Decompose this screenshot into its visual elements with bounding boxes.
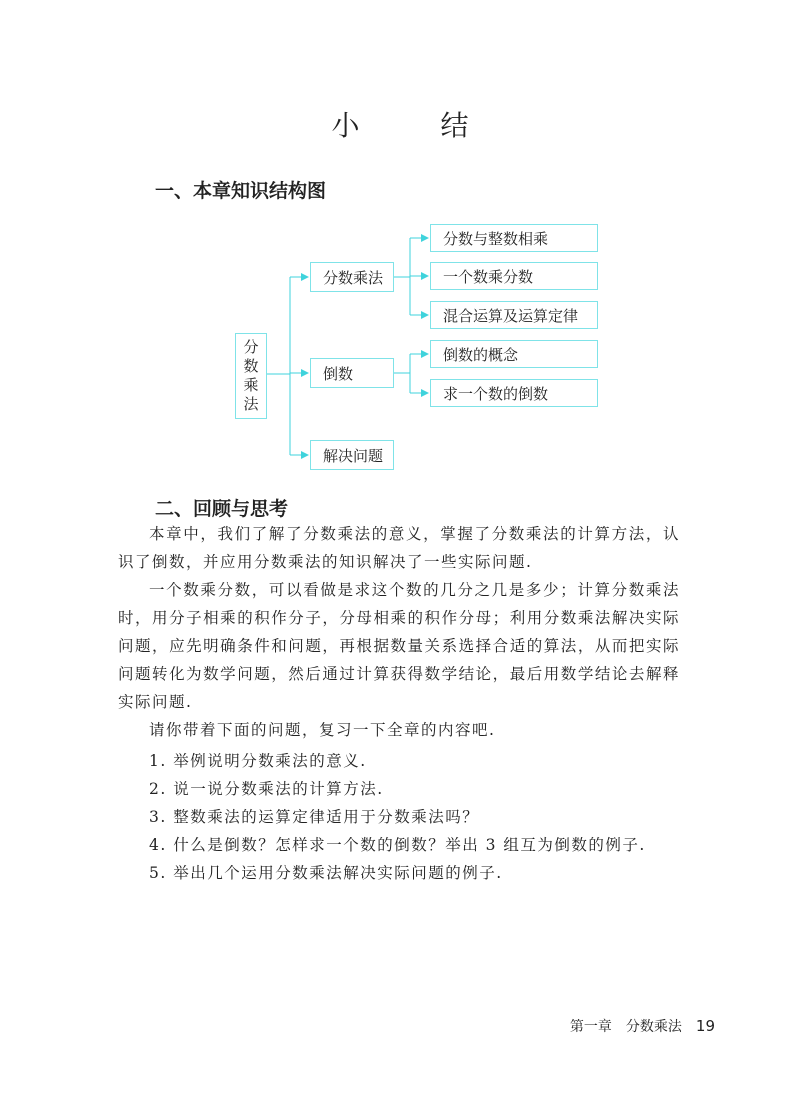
root-char: 数 bbox=[243, 357, 259, 375]
review-question: 4. 什么是倒数？怎样求一个数的倒数？举出 3 组互为倒数的例子. bbox=[149, 836, 646, 854]
page-footer bbox=[570, 1016, 715, 1036]
diagram-leaf-number-times-fraction: 一个数乘分数 bbox=[430, 262, 598, 290]
diagram-node-problem-solving: 解决问题 bbox=[310, 440, 394, 470]
review-question: 2. 说一说分数乘法的计算方法. bbox=[149, 780, 384, 798]
paragraph-review-prompt: 请你带着下面的问题，复习一下全章的内容吧. bbox=[149, 721, 496, 739]
section-heading-review: 二、回顾与思考 bbox=[155, 498, 289, 520]
diagram-node-reciprocal: 倒数 bbox=[310, 358, 394, 388]
footer-chapter: 第一章 分数乘法 bbox=[569, 1019, 682, 1035]
root-char: 法 bbox=[243, 395, 259, 413]
root-char: 分 bbox=[243, 338, 259, 356]
review-question: 1. 举例说明分数乘法的意义. bbox=[149, 752, 367, 770]
diagram-leaf-mixed-operations: 混合运算及运算定律 bbox=[430, 301, 598, 329]
page-title: 小 结 bbox=[331, 109, 505, 142]
diagram-node-multiplication: 分数乘法 bbox=[310, 262, 394, 292]
diagram-leaf-fraction-times-integer: 分数与整数相乘 bbox=[430, 224, 598, 252]
paragraph-summary: 本章中，我们了解了分数乘法的意义，掌握了分数乘法的计算方法，认识了倒数，并应用分数乘法的知识解决了一些实际问题. bbox=[118, 525, 680, 571]
root-char: 乘 bbox=[243, 376, 259, 394]
diagram-leaf-find-reciprocal: 求一个数的倒数 bbox=[430, 379, 598, 407]
page-number: 19 bbox=[695, 1017, 715, 1035]
paragraph-methods: 一个数乘分数，可以看做是求这个数的几分之几是多少；计算分数乘法时，用分子相乘的积作分子，分母相乘的积作分母；利用分数乘法解决实际问题，应先明确条件和问题，再根据数量关系选择合适的算法，从而把实际问题转化为数学问题，然后通过计算获得数学结论，最后用数学结论去解释实际问题. bbox=[118, 581, 680, 711]
diagram-root-node bbox=[235, 333, 267, 419]
diagram-leaf-reciprocal-concept: 倒数的概念 bbox=[430, 340, 598, 368]
review-question: 3. 整数乘法的运算定律适用于分数乘法吗？ bbox=[149, 808, 480, 826]
section-heading-structure: 一、本章知识结构图 bbox=[155, 180, 327, 202]
review-question: 5. 举出几个运用分数乘法解决实际问题的例子. bbox=[149, 864, 503, 882]
